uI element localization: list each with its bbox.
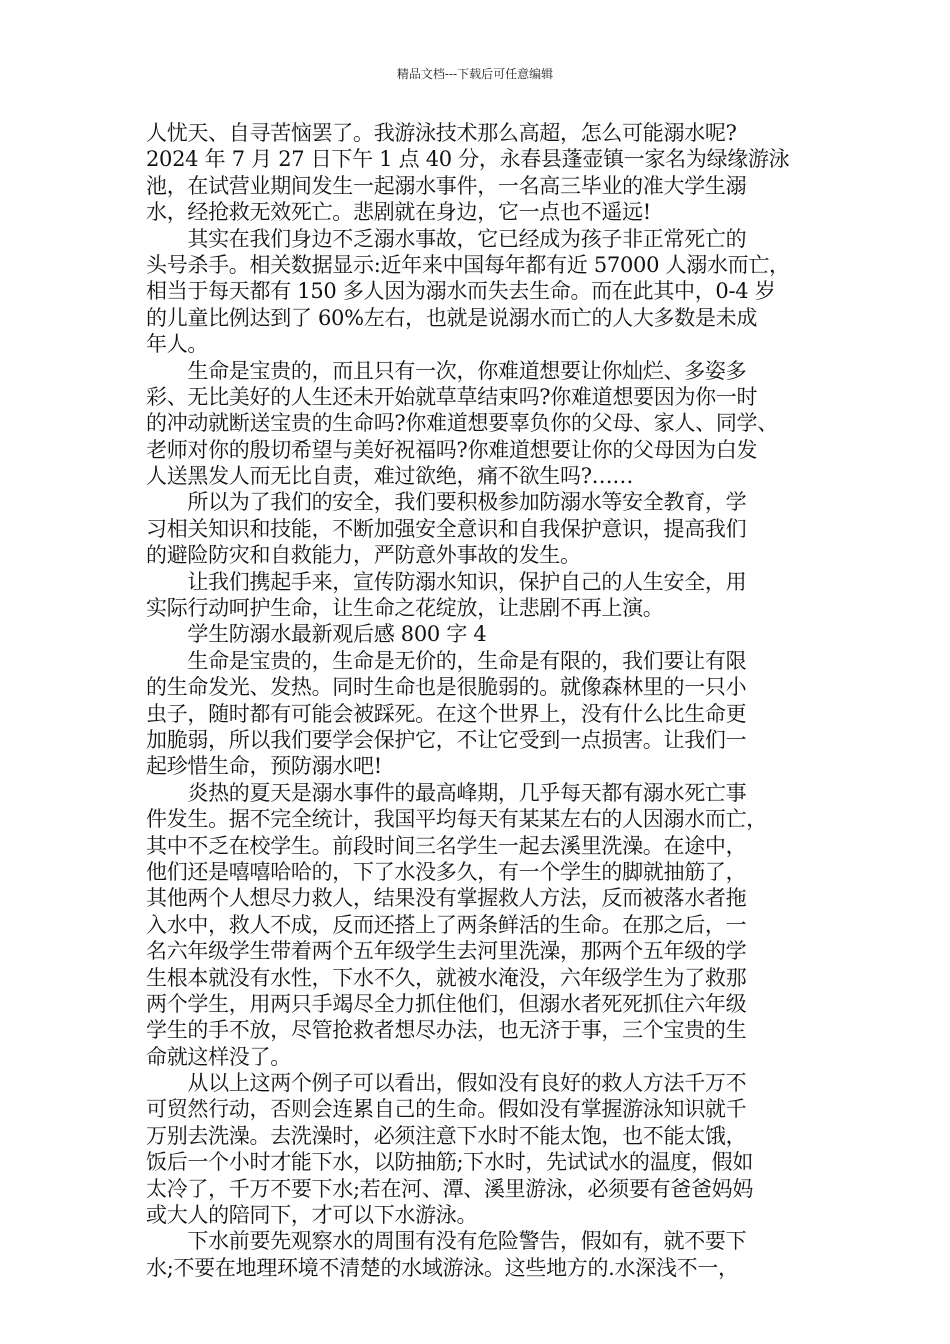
text-line: 年人。 bbox=[146, 332, 209, 357]
text-line: 老师对你的殷切希望与美好祝福吗?你难道想要让你的父母因为白发 bbox=[146, 437, 758, 462]
text-line: 生命是宝贵的，而且只有一次，你难道想要让你灿烂、多姿多 bbox=[146, 358, 747, 383]
text-line: 人忧天、自寻苦恼罢了。我游泳技术那么高超，怎么可能溺水呢? bbox=[146, 121, 737, 145]
text-line: 饭后一个小时才能下水，以防抽筋;下水时，先试试水的温度，假如 bbox=[146, 1150, 754, 1175]
text-line: 入水中，救人不成，反而还搭上了两条鲜活的生命。在那之后，一 bbox=[146, 912, 747, 937]
text-line: 从以上这两个例子可以看出，假如没有良好的救人方法千万不 bbox=[146, 1071, 747, 1096]
text-line: 其中不乏在校学生。前段时间三名学生一起去溪里洗澡。在途中， bbox=[146, 833, 747, 858]
text-line: 的生命发光、发热。同时生命也是很脆弱的。就像森林里的一只小 bbox=[146, 675, 747, 700]
text-line: 的冲动就断送宝贵的生命吗?你难道想要辜负你的父母、家人、同学、 bbox=[146, 411, 778, 436]
text-line: 习相关知识和技能，不断加强安全意识和自我保护意识，提高我们 bbox=[146, 516, 747, 541]
text-line: 其他两个人想尽力救人，结果没有掌握救人方法，反而被落水者拖 bbox=[146, 886, 747, 911]
text-line: 其实在我们身边不乏溺水事故，它已经成为孩子非正常死亡的 bbox=[146, 226, 747, 251]
text-line: 2024 年 7 月 27 日下午 1 点 40 分，永春县蓬壶镇一家名为绿缘游泳 bbox=[146, 147, 790, 172]
text-line: 的儿童比例达到了 60%左右，也就是说溺水而亡的人大多数是未成 bbox=[146, 305, 758, 330]
section-heading: 学生防溺水最新观后感 800 字 4 bbox=[146, 622, 487, 647]
text-line: 实际行动呵护生命，让生命之花绽放，让悲剧不再上演。 bbox=[146, 596, 664, 621]
text-line: 学生的手不放，尽管抢救者想尽办法，也无济于事，三个宝贵的生 bbox=[146, 1018, 747, 1043]
text-line: 相当于每天都有 150 多人因为溺水而失去生命。而在此其中，0-4 岁 bbox=[146, 279, 776, 304]
text-line: 水;不要在地理环境不清楚的水域游泳。这些地方的.水深浅不一， bbox=[146, 1255, 739, 1280]
page-header: 精品文档---下载后可任意编辑 bbox=[396, 67, 554, 81]
text-line: 命就这样没了。 bbox=[146, 1044, 291, 1069]
text-line: 他们还是嘻嘻哈哈的，下了水没多久，有一个学生的脚就抽筋了， bbox=[146, 859, 747, 884]
text-line: 人送黑发人而无比自责，难过欲绝，痛不欲生吗?…… bbox=[146, 464, 634, 489]
text-line: 生命是宝贵的，生命是无价的，生命是有限的，我们要让有限 bbox=[146, 648, 747, 673]
text-line: 或大人的陪同下，才可以下水游泳。 bbox=[146, 1203, 478, 1228]
text-line: 水，经抢救无效死亡。悲剧就在身边，它一点也不遥远! bbox=[146, 200, 651, 225]
document-body bbox=[146, 120, 806, 1281]
text-line: 所以为了我们的安全，我们要积极参加防溺水等安全教育，学 bbox=[146, 490, 747, 515]
text-line: 虫子，随时都有可能会被踩死。在这个世界上，没有什么比生命更 bbox=[146, 701, 747, 726]
text-line: 头号杀手。相关数据显示:近年来中国每年都有近 57000 人溺水而亡， bbox=[146, 252, 790, 277]
text-line: 名六年级学生带着两个五年级学生去河里洗澡，那两个五年级的学 bbox=[146, 939, 747, 964]
text-line: 太冷了，千万不要下水;若在河、潭、溪里游泳，必须要有爸爸妈妈 bbox=[146, 1176, 754, 1201]
text-line: 彩、无比美好的人生还未开始就草草结束吗?你难道想要因为你一时 bbox=[146, 384, 758, 409]
text-line: 两个学生，用两只手竭尽全力抓住他们，但溺水者死死抓住六年级 bbox=[146, 991, 747, 1016]
text-line: 炎热的夏天是溺水事件的最高峰期，几乎每天都有溺水死亡事 bbox=[146, 780, 747, 805]
text-line: 件发生。据不完全统计，我国平均每天有某某左右的人因溺水而亡， bbox=[146, 807, 767, 832]
text-line: 的避险防灾和自救能力，严防意外事故的发生。 bbox=[146, 543, 581, 568]
text-line: 生根本就没有水性，下水不久，就被水淹没，六年级学生为了救那 bbox=[146, 965, 747, 990]
text-line: 起珍惜生命，预防溺水吧! bbox=[146, 754, 382, 779]
text-line: 池，在试营业期间发生一起溺水事件，一名高三毕业的准大学生溺 bbox=[146, 173, 747, 198]
text-line: 可贸然行动，否则会连累自己的生命。假如没有掌握游泳知识就千 bbox=[146, 1097, 747, 1122]
text-line: 万别去洗澡。去洗澡时，必须注意下水时不能太饱，也不能太饿， bbox=[146, 1123, 747, 1148]
text-line: 让我们携起手来，宣传防溺水知识，保护自己的人生安全，用 bbox=[146, 569, 747, 594]
text-line: 下水前要先观察水的周围有没有危险警告，假如有，就不要下 bbox=[146, 1229, 747, 1254]
text-line: 加脆弱，所以我们要学会保护它，不让它受到一点损害。让我们一 bbox=[146, 727, 747, 752]
